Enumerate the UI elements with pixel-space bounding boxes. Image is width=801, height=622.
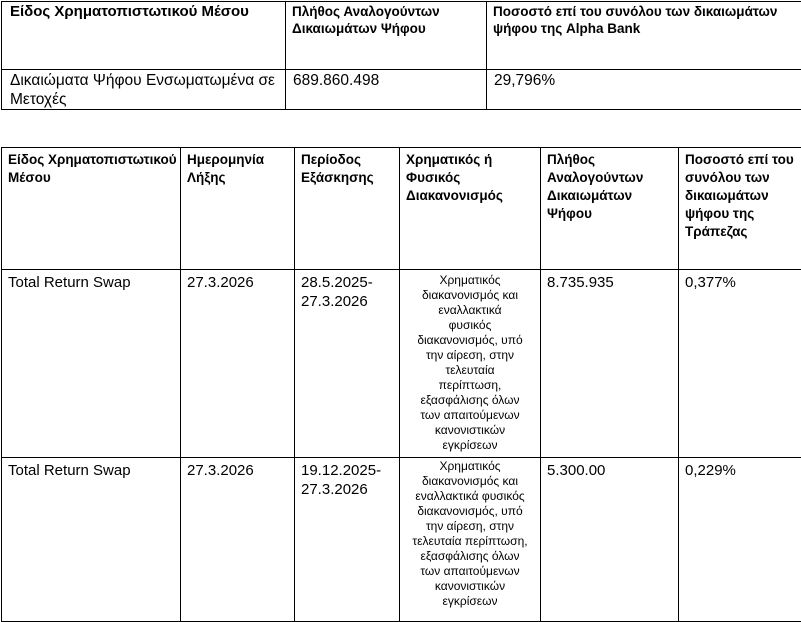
- header-voting-rights-count: Πλήθος Αναλογούντων Δικαιωμάτων Ψήφου: [541, 148, 679, 270]
- header-exercise-period: Περίοδος Εξάσκησης: [295, 148, 400, 270]
- cell-voting-rights-count: 689.860.498: [286, 70, 487, 110]
- cell-period: 19.12.2025- 27.3.2026: [295, 458, 400, 622]
- cell-instrument-type: Δικαιώματα Ψήφου Ενσωματωμένα σε Μετοχές: [2, 70, 286, 110]
- cell-percentage: 0,377%: [679, 270, 801, 458]
- cell-expiry: 27.3.2026: [181, 458, 295, 622]
- cell-voting-rights: 5.300.00: [541, 458, 679, 622]
- table-header-row: [2, 148, 801, 270]
- cell-period: 28.5.2025- 27.3.2026: [295, 270, 400, 458]
- table-row: [2, 458, 801, 622]
- voting-rights-summary-table: [1, 1, 801, 110]
- cell-settlement: Χρηματικός διακανονισμός και εναλλακτικά φυσικός διακανονισμός, υπό την αίρεση, στην τελευταία περίπτωση, εξασφάλισης όλων των απαιτούμενων κανονιστικών εγκρίσεων: [400, 458, 541, 622]
- cell-voting-rights-percentage: 29,796%: [487, 70, 801, 110]
- cell-settlement: Χρηματικός διακανονισμός και εναλλακτικά φυσικός διακανονισμός, υπό την αίρεση, στην τελευταία περίπτωση, εξασφάλισης όλων των απαιτούμενων κανονιστικών εγκρίσεων: [400, 270, 541, 458]
- cell-instrument: Total Return Swap: [2, 270, 181, 458]
- financial-instruments-table: [1, 147, 801, 622]
- header-instrument-type: Είδος Χρηματοπιστωτικού Μέσου: [2, 2, 286, 70]
- header-settlement-type: Χρηματικός ή Φυσικός Διακανονισμός: [400, 148, 541, 270]
- cell-instrument: Total Return Swap: [2, 458, 181, 622]
- header-expiry-date: Ημερομηνία Λήξης: [181, 148, 295, 270]
- table-row: [2, 270, 801, 458]
- header-voting-rights-count: Πλήθος Αναλογούντων Δικαιωμάτων Ψήφου: [286, 2, 487, 70]
- cell-percentage: 0,229%: [679, 458, 801, 622]
- cell-expiry: 27.3.2026: [181, 270, 295, 458]
- table-row: [2, 70, 801, 110]
- header-voting-rights-percentage: Ποσοστό επί του συνόλου των δικαιωμάτων ψήφου της Alpha Bank: [487, 2, 801, 70]
- header-instrument-type: Είδος Χρηματοπιστωτικού Μέσου: [2, 148, 181, 270]
- header-voting-rights-percentage: Ποσοστό επί του συνόλου των δικαιωμάτων ψήφου της Τράπεζας: [679, 148, 801, 270]
- table-header-row: [2, 2, 801, 70]
- cell-voting-rights: 8.735.935: [541, 270, 679, 458]
